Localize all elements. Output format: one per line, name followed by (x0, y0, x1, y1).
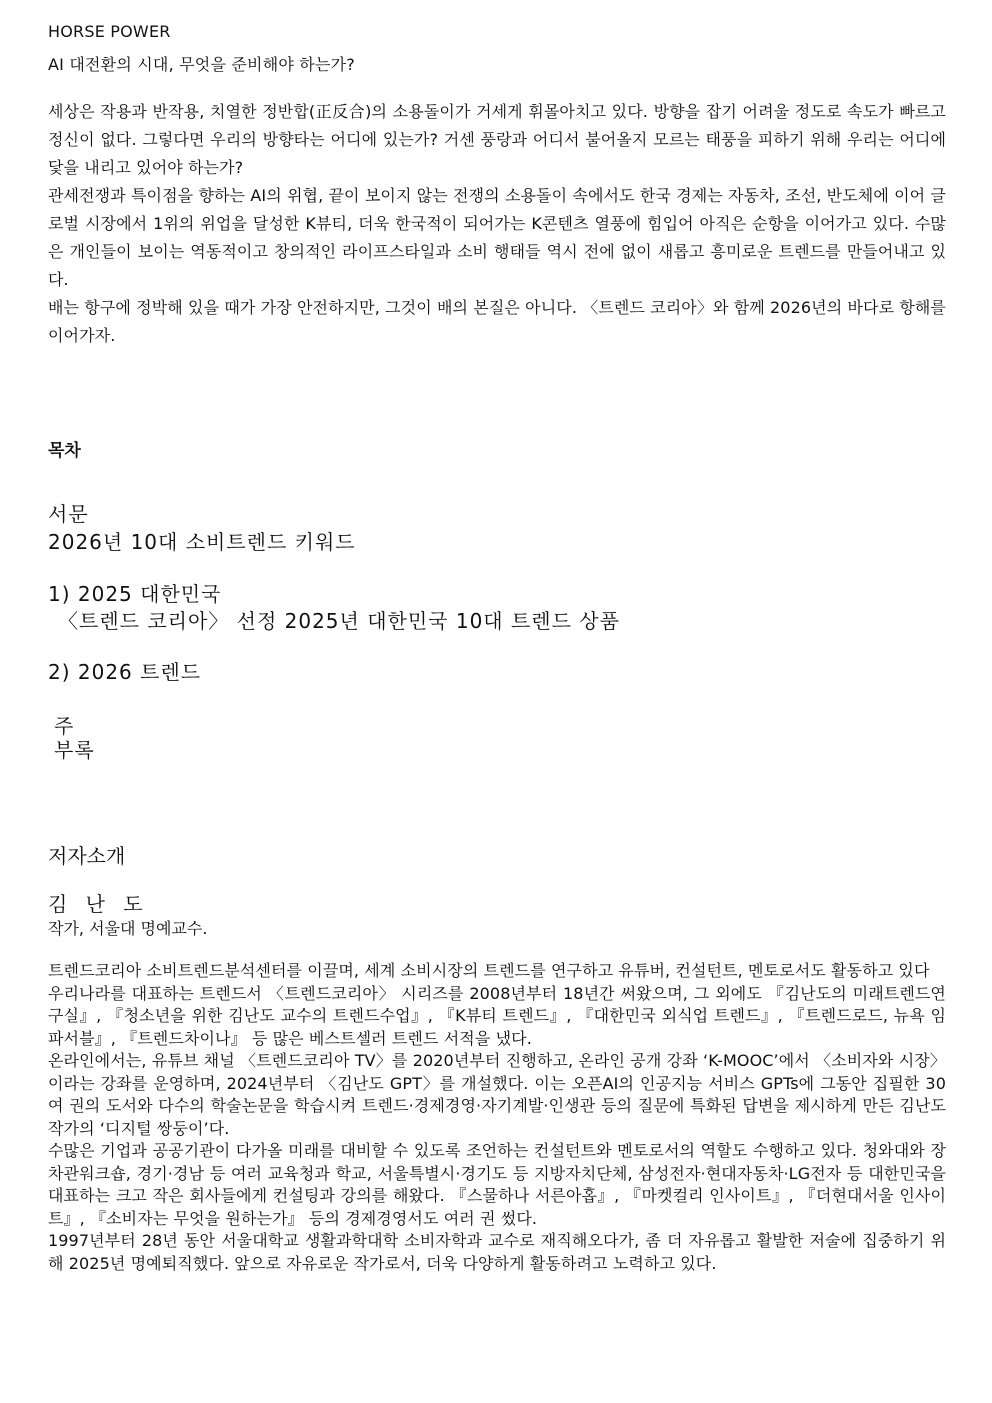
intro-section (48, 98, 946, 350)
bio-paragraph: 수많은 기업과 공공기관이 다가올 미래를 대비할 수 있도록 조언하는 컨설턴트와 멘토로서의 역할도 수행하고 있다. 청와대와 장차관워크숍, 경기·경남 등 여러 교육청과 학교, 서울특별시·경기도 등 지방자치단체, 삼성전자·현대자동차·LG전자 등 대한민국을 대표하는 크고 작은 회사들에게 컨설팅과 강의를 해왔다. 『스물하나 서른아홉』, 『마켓컬리 인사이트』, 『더현대서울 인사이트』, 『소비자는 무엇을 원하는가』 등의 경제경영서도 여러 권 썼다. (48, 1141, 946, 1228)
bio-paragraph: 1997년부터 28년 동안 서울대학교 생활과학대학 소비자학과 교수로 재직해오다가, 좀 더 자유롭고 활발한 저술에 집중하기 위해 2025년 명예퇴직했다. 앞으로 자유로운 작가로서, 더욱 다양하게 활동하려고 노력하고 있다. (48, 1231, 946, 1273)
author-name: 김 난 도 (48, 892, 149, 916)
toc-item-notes: 주 (54, 714, 75, 738)
intro-paragraph: 관세전쟁과 특이점을 향하는 AI의 위협, 끝이 보이지 않는 전쟁의 소용돌이 속에서도 한국 경제는 자동차, 조선, 반도체에 이어 글로벌 시장에서 1위의 위업을 달성한 K뷰티, 더욱 한국적이 되어가는 K콘텐츠 열풍에 힘입어 아직은 순항을 이어가고 있다. 수많은 개인들이 보이는 역동적이고 창의적인 라이프스타일과 소비 행태들 역시 전에 없이 새롭고 흥미로운 트렌드를 만들어내고 있다. (48, 186, 946, 289)
author-role: 작가, 서울대 명예교수. (48, 919, 208, 938)
toc-item-keywords: 2026년 10대 소비트렌드 키워드 (48, 530, 356, 554)
bio-paragraph: 우리나라를 대표하는 트렌드서 〈트렌드코리아〉 시리즈를 2008년부터 18년간 써왔으며, 그 외에도 『김난도의 미래트렌드연구실』, 『청소년을 위한 김난도 교수의 트렌드수업』, 『K뷰티 트렌드』, 『대한민국 외식업 트렌드』, 『트렌드로드, 뉴욕 임파서블』, 『트렌드차이나』 등 많은 베스트셀러 트렌드 서적을 냈다. (48, 983, 946, 1048)
toc-item-preface: 서문 (48, 502, 89, 526)
toc-heading: 목차 (48, 441, 81, 461)
toc-item-appendix: 부록 (54, 738, 95, 762)
book-subtitle: AI 대전환의 시대, 무엇을 준비해야 하는가? (48, 55, 355, 74)
bio-paragraph: 온라인에서는, 유튜브 채널 〈트렌드코리아 TV〉를 2020년부터 진행하고, 온라인 공개 강좌 ‘K-MOOC’에서 〈소비자와 시장〉이라는 강좌를 운영하며, 2024년부터 〈김난도 GPT〉를 개설했다. 이는 오픈AI의 인공지능 서비스 GPTs에 그동안 집필한 30여 권의 도서와 다수의 학술논문을 학습시켜 트렌드·경제경영·자기계발·인생관 등의 질문에 특화된 답변을 제시하게 만든 김난도 작가의 ‘디지털 쌍둥이’다. (48, 1051, 946, 1138)
intro-paragraph: 세상은 작용과 반작용, 치열한 정반합(正反合)의 소용돌이가 거세게 휘몰아치고 있다. 방향을 잡기 어려울 정도로 속도가 빠르고 정신이 없다. 그렇다면 우리의 방향타는 어디에 있는가? 거센 풍랑과 어디서 불어올지 모르는 태풍을 피하기 위해 우리는 어디에 닻을 내리고 있어야 하는가? (48, 102, 946, 177)
toc-item-2025: 1) 2025 대한민국 (48, 582, 222, 606)
book-title: HORSE POWER (48, 22, 171, 41)
author-bio (48, 960, 946, 1275)
toc-item-2025-products: 〈트렌드 코리아〉 선정 2025년 대한민국 10대 트렌드 상품 (58, 609, 620, 633)
intro-paragraph: 배는 항구에 정박해 있을 때가 가장 안전하지만, 그것이 배의 본질은 아니다. 〈트렌드 코리아〉와 함께 2026년의 바다로 항해를 이어가자. (48, 298, 946, 345)
bio-paragraph: 트렌드코리아 소비트렌드분석센터를 이끌며, 세계 소비시장의 트렌드를 연구하고 유튜버, 컨설턴트, 멘토로서도 활동하고 있다 (48, 961, 930, 980)
author-heading: 저자소개 (48, 844, 126, 868)
toc-item-2026: 2) 2026 트렌드 (48, 660, 202, 684)
